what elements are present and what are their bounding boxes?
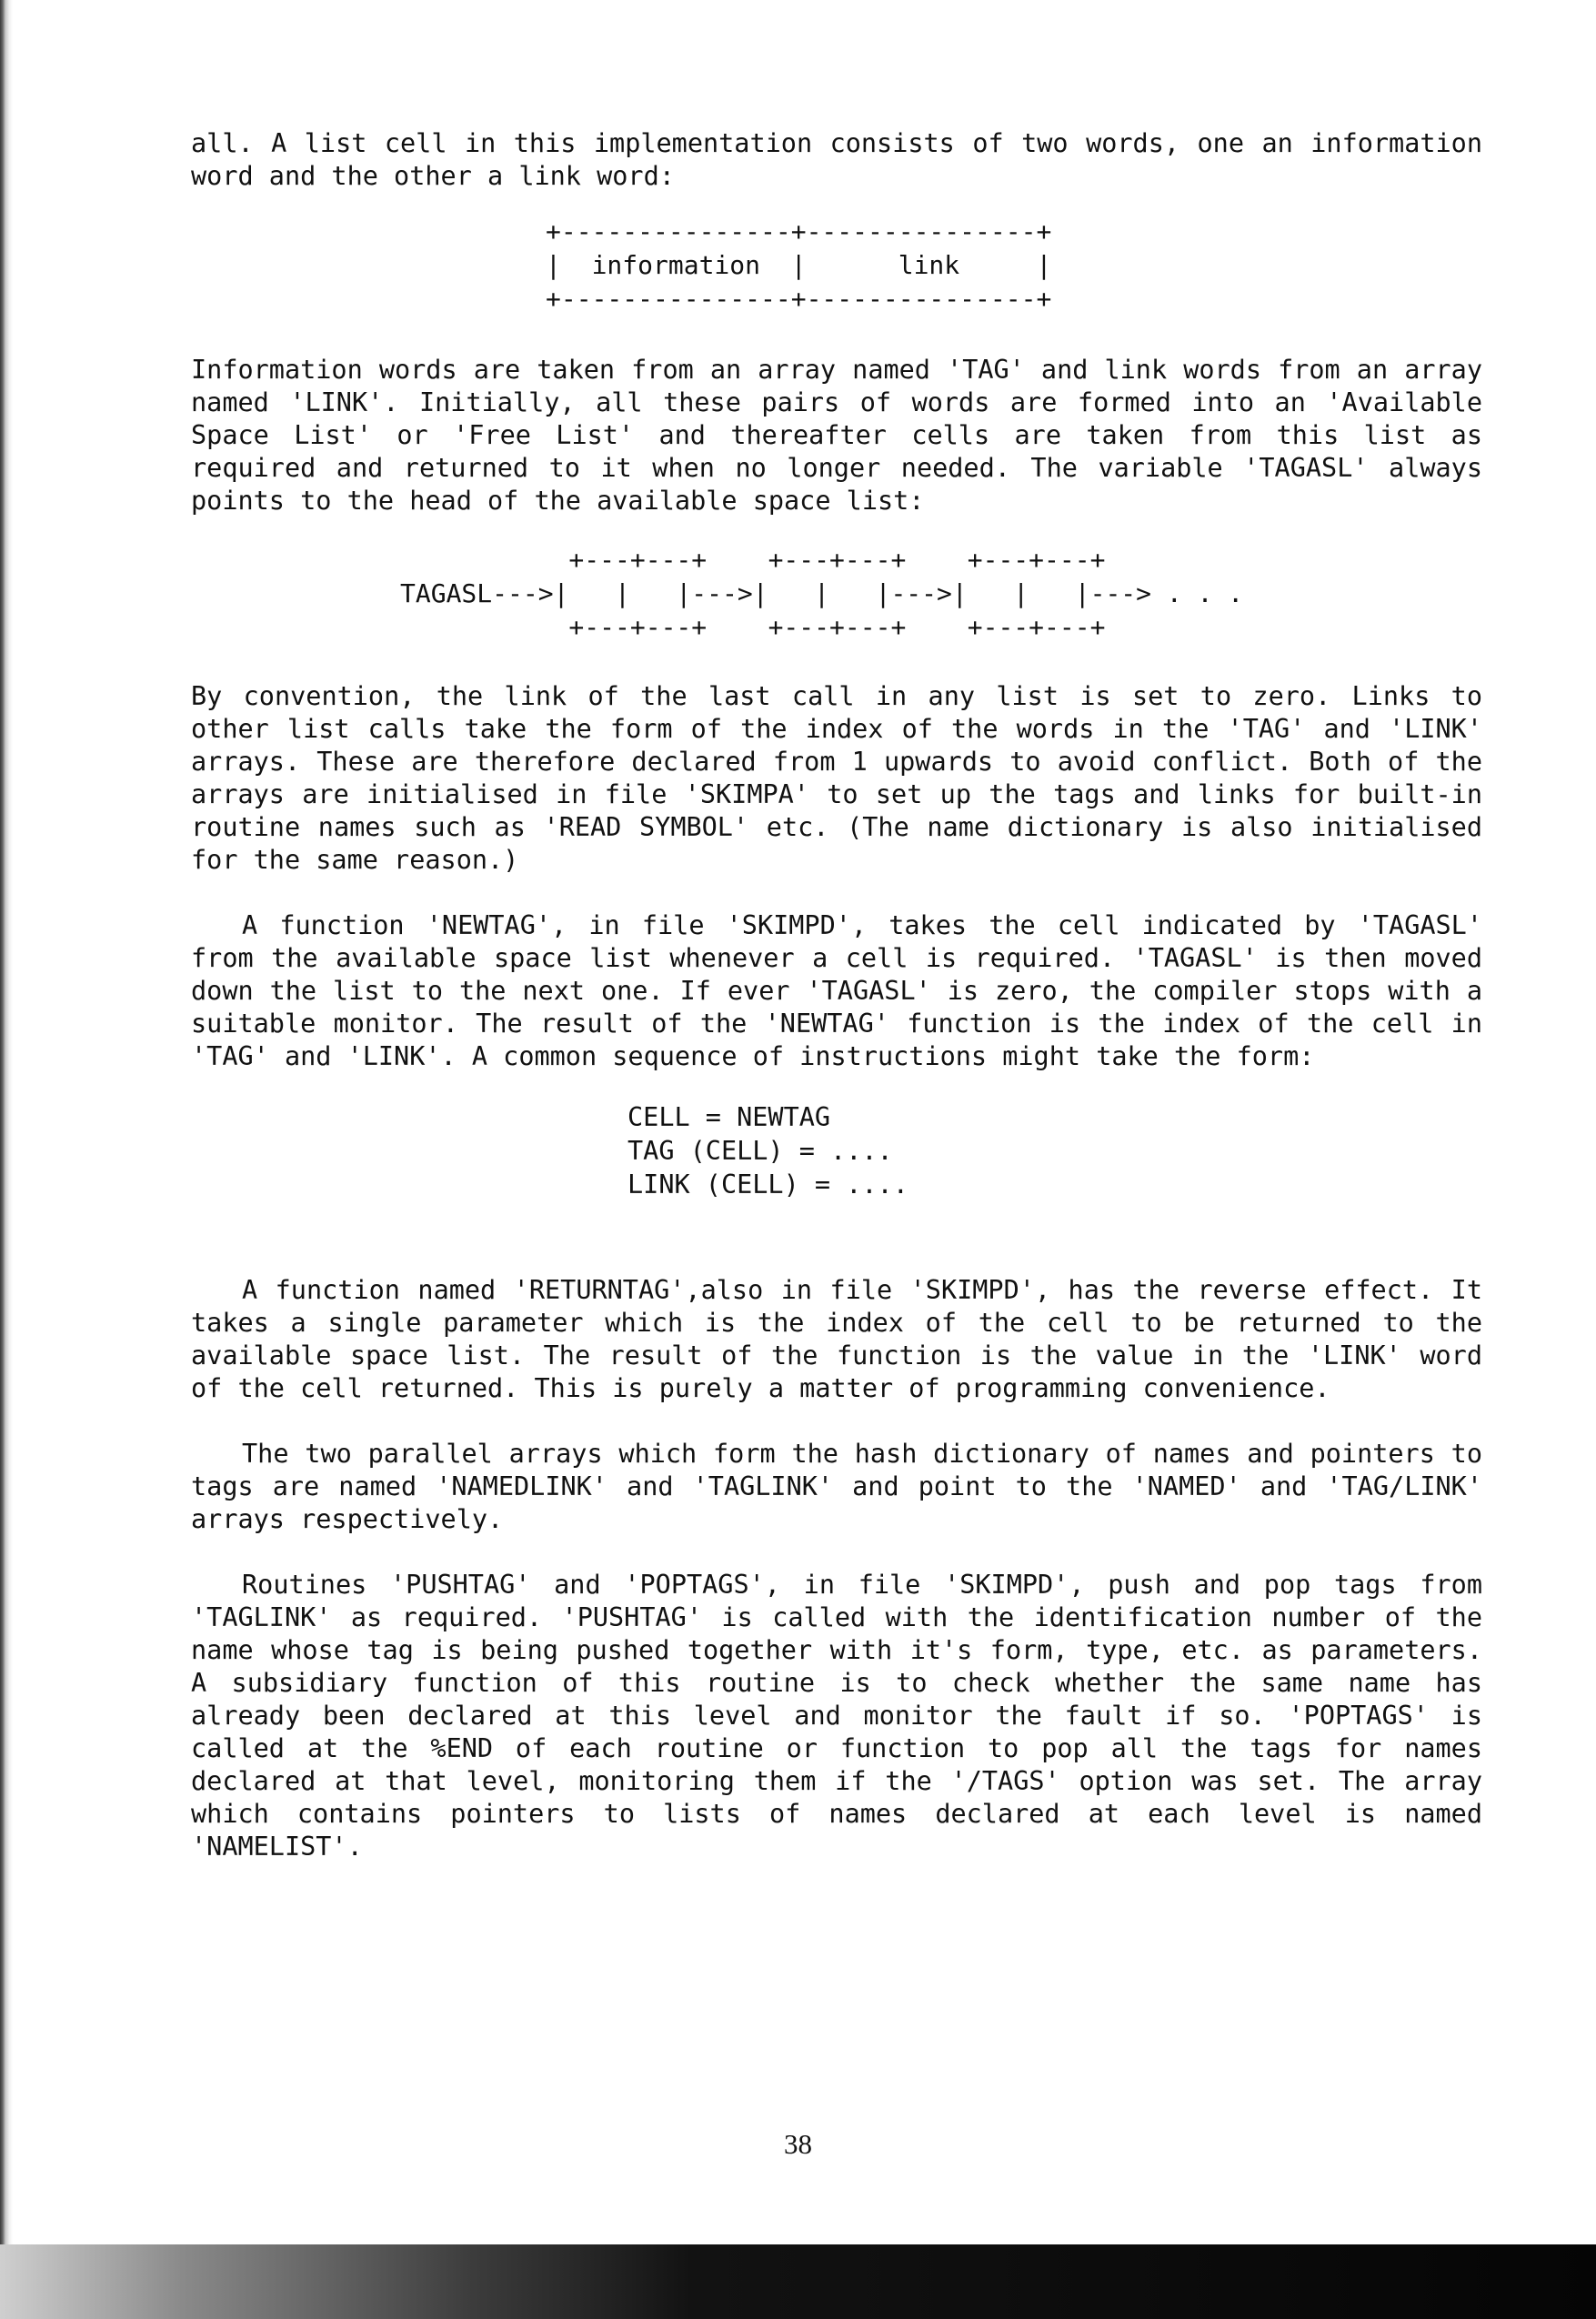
free-list-border-top: +---+---+ +---+---+ +---+---+ <box>400 545 1106 575</box>
diagram-list-cell <box>191 215 1482 316</box>
paragraph-newtag: A function 'NEWTAG', in file 'SKIMPD', takes the cell indicated by 'TAGASL' from the available space list whenever a cell is required. 'TAGASL' is then moved down the list to the next one. If ever 'TAGASL' is zero, the compiler stops with a suitable monitor. The result of the 'NEWTAG' function is the index of the cell in 'TAG' and 'LINK'. A common sequence of instructions might take the form: <box>191 910 1482 1071</box>
paragraph-tag-link-arrays: Information words are taken from an array named 'TAG' and link words from an array named 'LINK'. Initially, all these pairs of words are formed into an 'Available Space List' or 'Free List' and thereafter cells are taken from this list as required and returned to it when no longer needed. The variable 'TAGASL' always points to the head of the available space list: <box>191 355 1482 516</box>
diagram-cell-border-top: +---------------+---------------+ <box>546 216 1052 246</box>
scan-edge-left <box>0 0 13 2319</box>
code-line-3: LINK (CELL) = .... <box>627 1170 908 1200</box>
page-number: 38 <box>784 2128 812 2160</box>
page-body <box>191 127 1482 1863</box>
diagram-free-list <box>191 543 1482 644</box>
code-sample <box>191 1100 1482 1201</box>
paragraph-returntag: A function named 'RETURNTAG',also in file 'SKIMPD', has the reverse effect. It takes a single parameter which is the index of the cell to be returned to the available space list. The result of the function is the value in the 'LINK' word of the cell returned. This is purely a matter of programming convenience. <box>191 1275 1482 1403</box>
diagram-cell-fields: | information | link | <box>546 250 1052 280</box>
paragraph-pushtag-poptags: Routines 'PUSHTAG' and 'POPTAGS', in file 'SKIMPD', push and pop tags from 'TAGLINK' as required. 'PUSHTAG' is called with the identification number of the name whose tag is being pushed together with it's form, type, etc. as parameters. A subsidiary function of this routine is to check whether the same name has already been declared at this level and monitor the fault if so. 'POPTAGS' is called at the %END of each routine or function to pop all the tags for names declared at that level, monitoring them if the '/TAGS' option was set. The array which contains pointers to lists of names declared at each level is named 'NAMELIST'. <box>191 1570 1482 1862</box>
code-line-2: TAG (CELL) = .... <box>627 1136 893 1166</box>
diagram-cell-border-bottom: +---------------+---------------+ <box>546 284 1052 314</box>
free-list-border-bottom: +---+---+ +---+---+ +---+---+ <box>400 612 1106 642</box>
free-list-chain: TAGASL--->| | |--->| | |--->| | |---> . . . <box>400 578 1244 608</box>
scan-edge-bottom <box>0 2244 1596 2319</box>
paragraph-convention: By convention, the link of the last call in any list is set to zero. Links to other list calls take the form of the index of the words in the 'TAG' and 'LINK' arrays. These are therefore declared from 1 upwards to avoid conflict. Both of the arrays are initialised in file 'SKIMPA' to set up the tags and links for built-in routine names such as 'READ SYMBOL' etc. (The name dictionary is also initialised for the same reason.) <box>191 681 1482 875</box>
paragraph-list-cell: all. A list cell in this implementation consists of two words, one an information word and the other a link word: <box>191 128 1482 191</box>
code-line-1: CELL = NEWTAG <box>627 1102 831 1132</box>
paragraph-hash-dictionary: The two parallel arrays which form the hash dictionary of names and pointers to tags are named 'NAMEDLINK' and 'TAGLINK' and point to the 'NAMED' and 'TAG/LINK' arrays respectively. <box>191 1439 1482 1534</box>
